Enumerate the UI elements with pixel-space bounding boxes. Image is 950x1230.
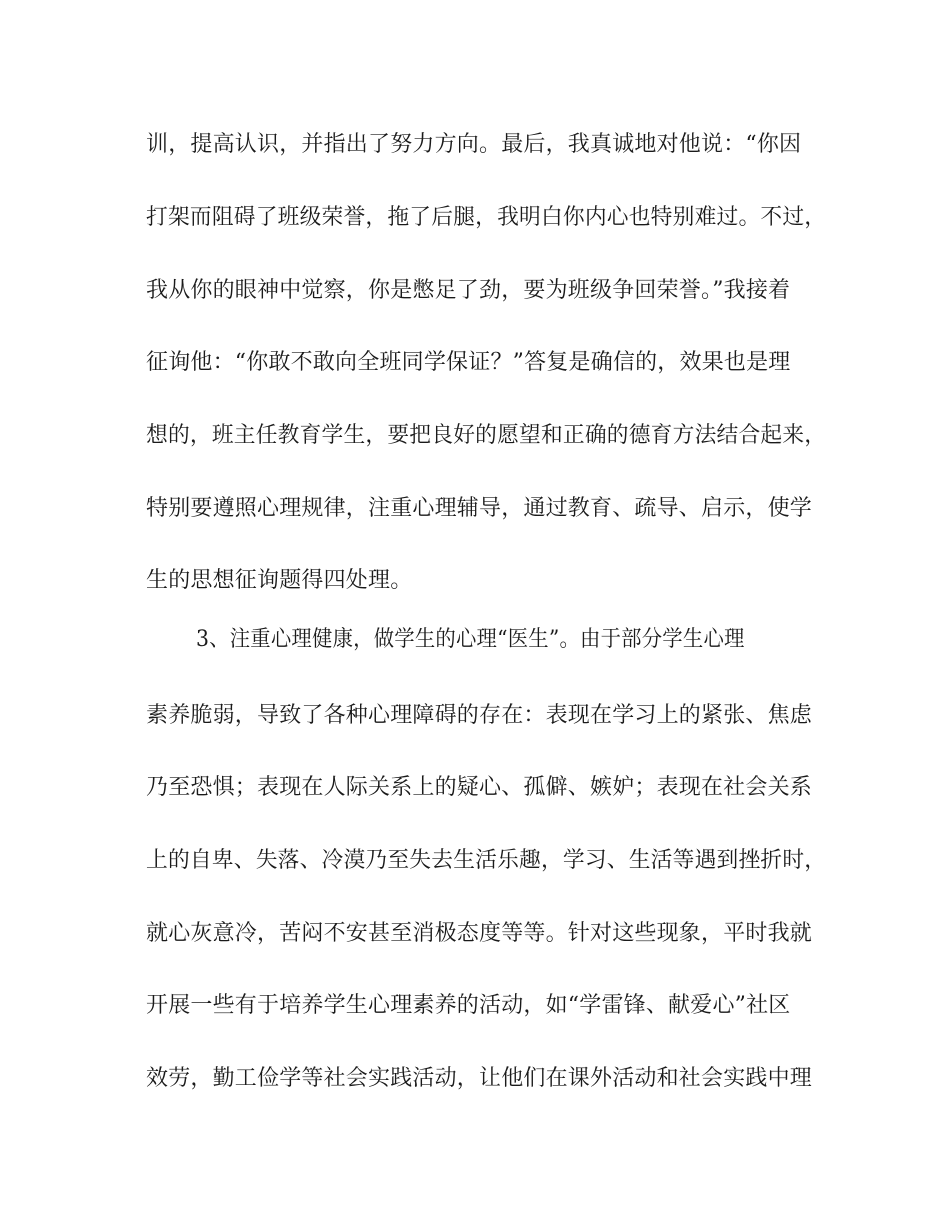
text-line-12: 就心灰意冷，苦闷不安甚至消极态度等等。针对这些现象，平时我就: [146, 921, 813, 946]
text-line-7: 生的思想征询题得四处理。: [146, 568, 413, 593]
text-line-3: 我从你的眼神中觉察，你是憋足了劲，要为班级争回荣誉。”我接着: [146, 278, 791, 303]
text-line-2: 打架而阻碍了班级荣誉，拖了后腿，我明白你内心也特别难过。不过，: [146, 205, 827, 230]
text-line-10: 乃至恐惧；表现在人际关系上的疑心、孤僻、嫉妒；表现在社会关系: [146, 775, 813, 800]
text-line-5: 想的，班主任教育学生，要把良好的愿望和正确的德育方法结合起来，: [146, 423, 827, 448]
paragraph-3-first-line: 3、注重心理健康，做学生的心理“医生”。由于部分学生心理: [196, 627, 745, 652]
text-line-6: 特别要遵照心理规律，注重心理辅导，通过教育、疏导、启示，使学: [146, 496, 813, 521]
text-line-13: 开展一些有于培养学生心理素养的活动，如“学雷锋、献爱心”社区: [146, 993, 791, 1018]
text-line-14: 效劳，勤工俭学等社会实践活动，让他们在课外活动和社会实践中理: [146, 1066, 813, 1091]
text-line-1: 训，提高认识，并指出了努力方向。最后，我真诚地对他说：“你因: [146, 132, 802, 157]
text-line-4: 征询他：“你敢不敢向全班同学保证？”答复是确信的，效果也是理: [146, 350, 791, 375]
text-line-11: 上的自卑、失落、冷漠乃至失去生活乐趣，学习、生活等遇到挫折时，: [146, 848, 827, 873]
text-line-9: 素养脆弱，导致了各种心理障碍的存在：表现在学习上的紧张、焦虑: [146, 703, 813, 728]
